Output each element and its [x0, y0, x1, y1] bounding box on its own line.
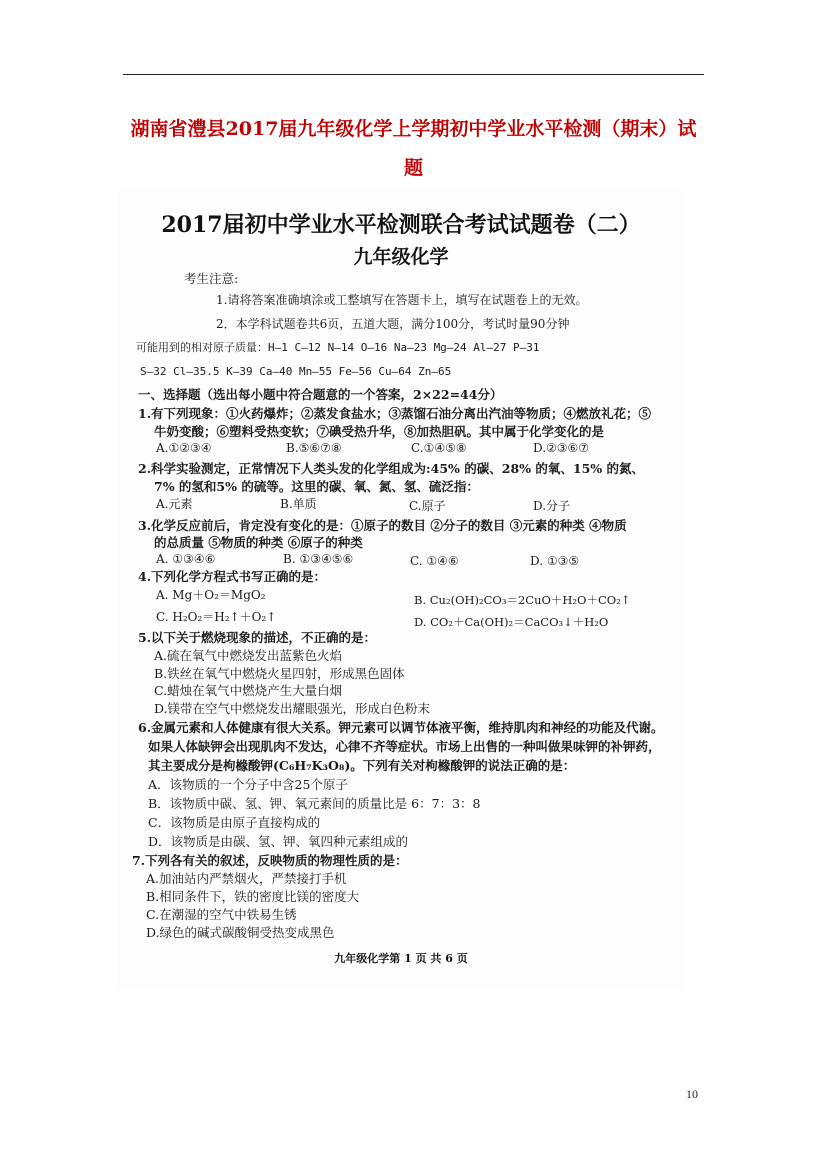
- question-3-option-d: D. ①③⑤: [530, 554, 580, 568]
- exam-title: 2017届初中学业水平检测联合考试试题卷（二）: [161, 212, 641, 238]
- question-2-line-2: 7% 的氢和5% 的硫等。这里的碳、氧、氮、氢、硫泛指：: [154, 479, 479, 494]
- question-4-option-b: B. Cu₂(OH)₂CO₃＝2CuO＋H₂O＋CO₂↑: [414, 593, 631, 607]
- question-2-line-1: 2.科学实验测定，正常情况下人类头发的化学组成为:45% 的碳、28% 的氧、15% 的氮、: [138, 461, 645, 476]
- atomic-mass-line-2: S—32 Cl—35.5 K—39 Ca—40 Mn—55 Fe—56 Cu—64 Zn—65: [140, 365, 452, 378]
- document-title-line2: 题: [403, 157, 423, 179]
- question-1-line-1: 1.有下列现象：①火药爆炸；②蒸发食盐水；③蒸馏石油分离出汽油等物质；④燃放礼花；⑤: [138, 406, 652, 421]
- document-title-line1: 湖南省澧县2017届九年级化学上学期初中学业水平检测（期末）试: [130, 118, 697, 140]
- question-7-option-d: D.绿色的碱式碳酸铜受热变成黑色: [146, 925, 335, 940]
- scanned-exam-page: [118, 190, 684, 990]
- question-6-option-a: A．该物质的一个分子中含25个原子: [148, 777, 348, 792]
- header-rule: [123, 74, 704, 75]
- page-number: 10: [686, 1087, 698, 1101]
- question-5-option-d: D.镁带在空气中燃烧发出耀眼强光，形成白色粉末: [154, 701, 431, 716]
- question-3-option-c: C. ①④⑥: [410, 554, 459, 568]
- question-1-line-2: 牛奶变酸；⑥塑料受热变软；⑦碘受热升华，⑧加热胆矾。其中属于化学变化的是: [154, 424, 605, 439]
- question-5-stem: 5.以下关于燃烧现象的描述，不正确的是：: [138, 630, 377, 645]
- notice-item-2: 2．本学科试题卷共6页，五道大题，满分100分，考试时量90分钟: [216, 317, 570, 331]
- question-2-option-c: C.原子: [409, 499, 446, 513]
- question-4-stem: 4.下列化学方程式书写正确的是：: [138, 569, 327, 584]
- exam-page-footer: 九年级化学第 1 页 共 6 页: [334, 952, 468, 965]
- question-7-option-b: B.相同条件下，铁的密度比镁的密度大: [146, 889, 360, 904]
- question-5-option-a: A.硫在氧气中燃烧发出蓝紫色火焰: [154, 648, 343, 663]
- question-3-option-b: B. ①③④⑤⑥: [283, 552, 354, 566]
- question-2-option-d: D.分子: [533, 499, 571, 513]
- atomic-mass-line-1: 可能用到的相对原子质量：H—1 C—12 N—14 O—16 Na—23 Mg—24 Al—27 P—31: [136, 341, 540, 354]
- question-1-option-c: C.①④⑤⑧: [411, 441, 467, 455]
- notice-heading: 考生注意:: [184, 271, 239, 286]
- question-4-option-a: A. Mg＋O₂＝MgO₂: [156, 588, 266, 602]
- question-7-option-c: C.在潮湿的空气中铁易生锈: [146, 907, 297, 922]
- question-1-option-d: D.②③⑥⑦: [533, 441, 590, 455]
- question-2-option-b: B.单质: [280, 497, 317, 511]
- question-3-line-1: 3.化学反应前后，肯定没有变化的是：①原子的数目 ②分子的数目 ③元素的种类 ④物质: [138, 518, 627, 533]
- notice-item-1: 1.请将答案准确填涂或工整填写在答题卡上，填写在试题卷上的无效。: [216, 293, 588, 307]
- question-7-option-a: A.加油站内严禁烟火，严禁接打手机: [146, 871, 347, 886]
- question-3-option-a: A. ①③④⑥: [156, 552, 216, 566]
- section-heading: 一、选择题（选出每小题中符合题意的一个答案，2×22=44分）: [138, 387, 503, 402]
- question-6-line-2: 如果人体缺钾会出现肌肉不发达，心律不齐等症状。市场上出售的一种叫做果味钾的补钾药，: [148, 739, 661, 754]
- question-5-option-c: C.蜡烛在氧气中燃烧产生大量白烟: [154, 683, 343, 698]
- question-4-option-d: D. CO₂＋Ca(OH)₂＝CaCO₃↓＋H₂O: [414, 615, 609, 629]
- question-1-option-a: A.①②③④: [156, 441, 212, 455]
- question-6-option-c: C．该物质是由原子直接构成的: [148, 815, 321, 830]
- question-3-line-2: 的总质量 ⑤物质的种类 ⑥原子的种类: [154, 535, 363, 550]
- question-2-option-a: A.元素: [156, 497, 193, 511]
- exam-subtitle: 九年级化学: [353, 246, 449, 268]
- question-6-option-d: D．该物质是由碳、氢、钾、氧四种元素组成的: [148, 834, 409, 849]
- question-4-option-c: C. H₂O₂＝H₂↑＋O₂↑: [156, 610, 277, 624]
- question-7-stem: 7.下列各有关的叙述，反映物质的物理性质的是：: [132, 853, 408, 868]
- question-6-option-b: B．该物质中碳、氢、钾、氧元素间的质量比是 6：7：3：8: [148, 796, 481, 811]
- question-6-line-3: 其主要成分是枸橼酸钾(C₆H₇K₃O₈)。下列有关对枸橼酸钾的说法正确的是：: [148, 758, 576, 773]
- question-1-option-b: B.⑤⑥⑦⑧: [286, 441, 342, 455]
- question-5-option-b: B.铁丝在氧气中燃烧火星四射，形成黑色固体: [154, 666, 405, 681]
- question-6-line-1: 6.金属元素和人体健康有很大关系。钾元素可以调节体液平衡，维持肌肉和神经的功能及代谢。: [138, 720, 664, 735]
